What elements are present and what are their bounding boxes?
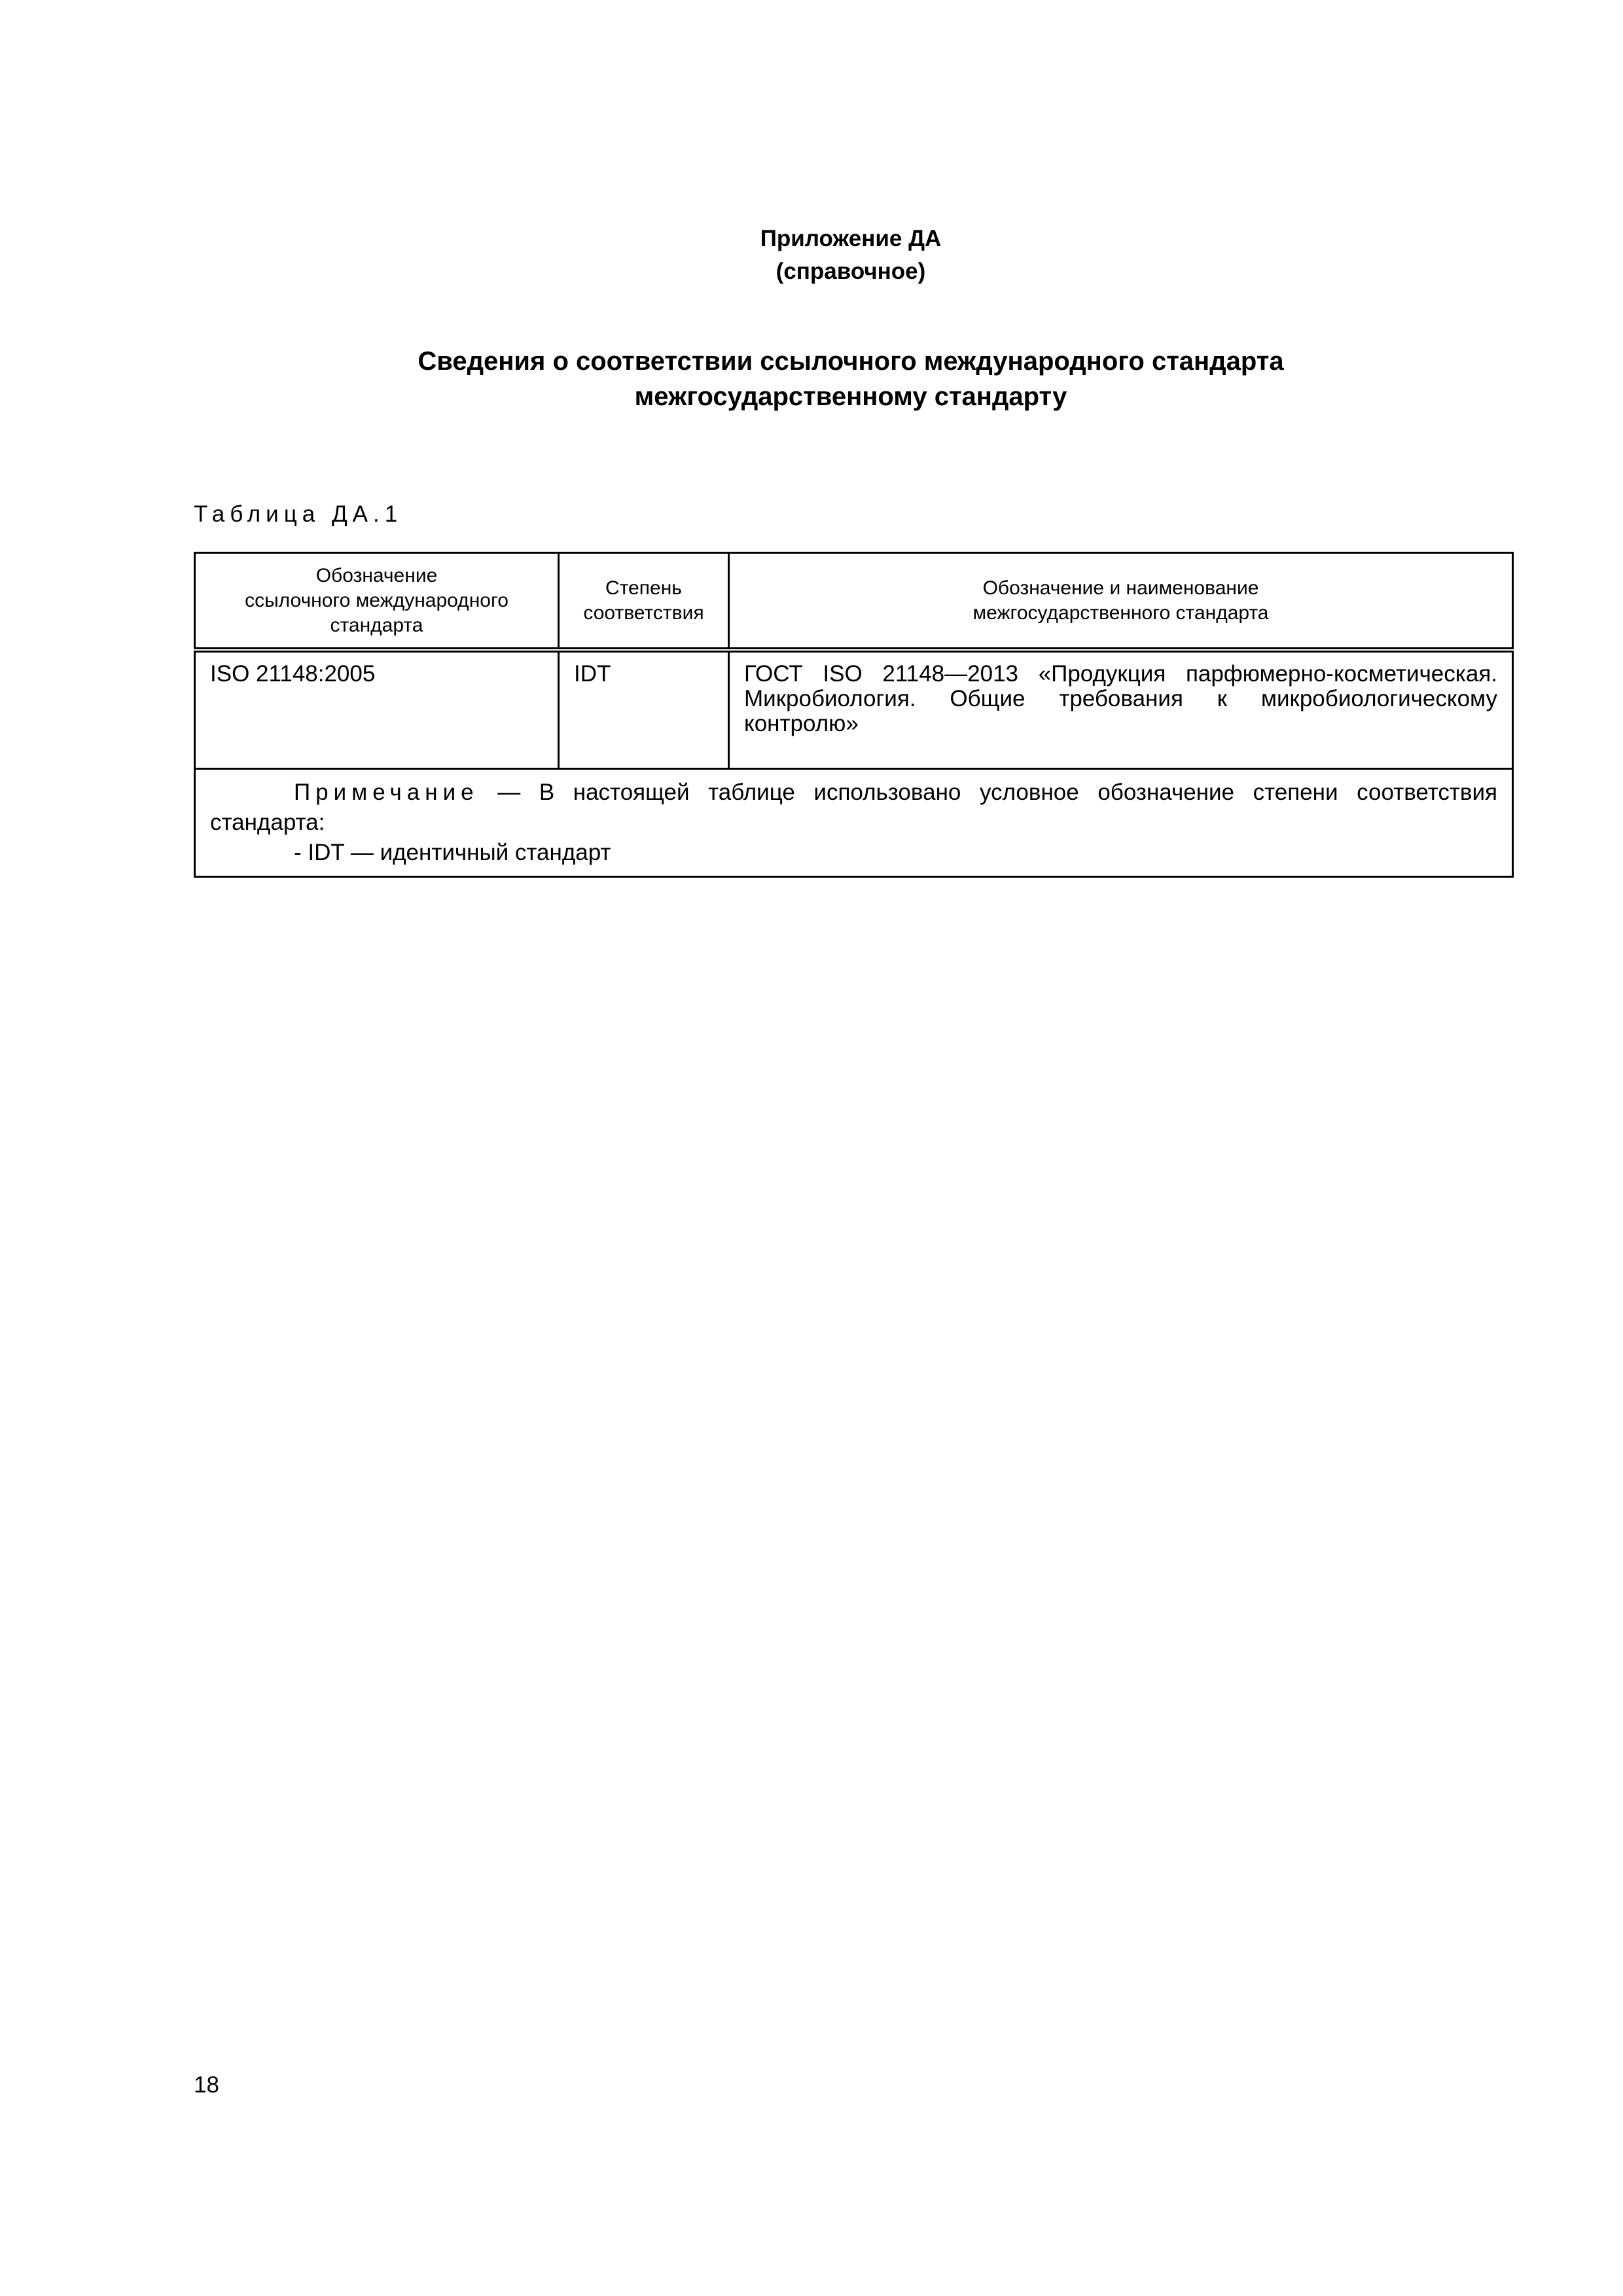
header-line: стандарта — [330, 614, 423, 636]
cell-interstate-standard: ГОСТ ISO 21148—2013 «Продукция парфюмерно-косметическая. Микробиология. Общие требования к микробиологическому контролю» — [729, 650, 1513, 769]
cell-reference-standard: ISO 21148:2005 — [195, 650, 559, 769]
annex-title — [0, 344, 1623, 414]
table-note — [195, 769, 1513, 877]
annex-title-line-2: межгосударственному стандарту — [634, 382, 1067, 411]
header-line: Степень — [605, 577, 682, 599]
header-line: межгосударственного стандарта — [972, 601, 1269, 624]
annex-header — [0, 223, 1623, 288]
note-label: Примечание — [294, 780, 479, 805]
header-line: Обозначение — [315, 564, 438, 586]
table-caption: Таблица ДА.1 — [194, 501, 403, 527]
annex-title-line-1: Сведения о соответствии ссылочного международного стандарта — [418, 347, 1284, 376]
annex-status: (справочное) — [776, 259, 926, 284]
cell-degree: IDT — [559, 650, 729, 769]
note-item: - IDT — идентичный стандарт — [294, 840, 611, 865]
table-row — [195, 650, 1513, 769]
header-line: Обозначение и наименование — [982, 577, 1259, 599]
column-header-degree — [559, 553, 729, 651]
conformity-table — [194, 552, 1514, 878]
page-number: 18 — [194, 2072, 219, 2098]
column-header-interstate-standard — [729, 553, 1513, 651]
table-note-row — [195, 769, 1513, 877]
column-header-reference-standard — [195, 553, 559, 651]
table-header-row — [195, 553, 1513, 651]
header-line: ссылочного международного — [245, 589, 508, 611]
note-text: — В настоящей таблице использовано условное обозначение степени соответствия стандарта: — [210, 780, 1497, 835]
annex-label: Приложение ДА — [760, 226, 942, 251]
header-line: соответствия — [583, 601, 704, 624]
note-paragraph — [210, 778, 1497, 838]
